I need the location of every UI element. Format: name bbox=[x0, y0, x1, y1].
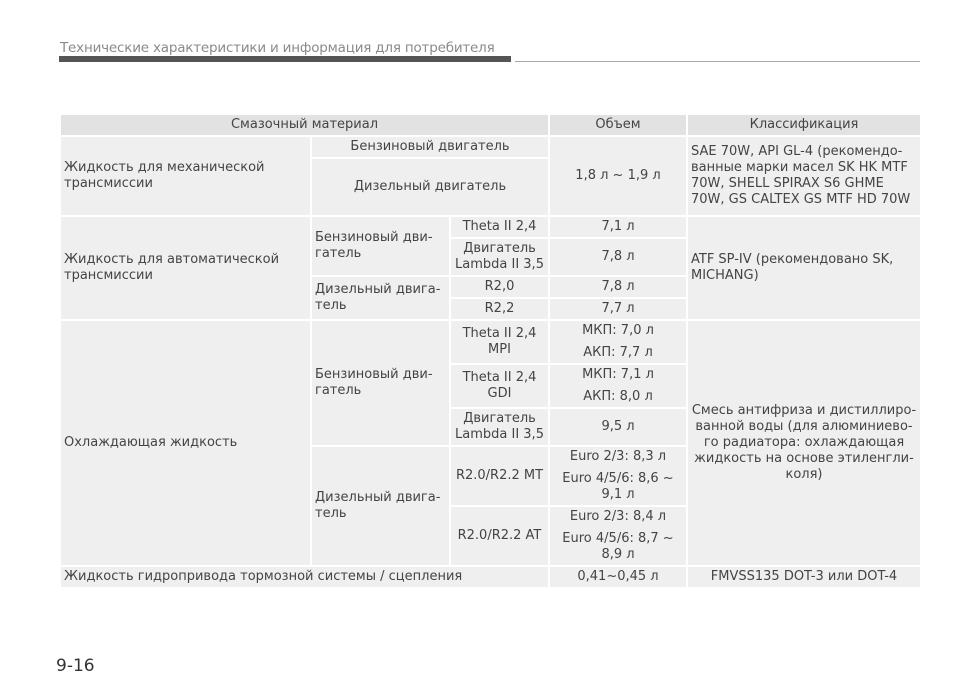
coolant-volume bbox=[549, 364, 687, 408]
coolant-engine: R2.0/R2.2 MT bbox=[450, 446, 549, 506]
brake-fluid-volume: 0,41~0,45 л bbox=[549, 566, 687, 588]
coolant-volume-line: АКП: 8,0 л bbox=[583, 389, 653, 404]
coolant-volume-line: Euro 2/3: 8,4 л bbox=[569, 509, 667, 524]
auto-trans-diesel: Дизельный двига-тель bbox=[311, 276, 450, 320]
header-classification: Классификация bbox=[687, 114, 921, 136]
manual-trans-classification: SAE 70W, API GL-4 (рекомендо-ванные марки масел SK HK MTF 70W, SHELL SPIRAX S6 GHME 70W, GS CALTEX GS MTF HD 70W bbox=[687, 136, 921, 216]
coolant-volume-line: Euro 4/5/6: 8,7 ~ 8,9 л bbox=[562, 531, 674, 562]
brake-fluid-name: Жидкость гидропривода тормозной системы / сцепления bbox=[60, 566, 549, 588]
coolant-volume bbox=[549, 446, 687, 506]
table-row bbox=[60, 320, 921, 364]
coolant-volume bbox=[549, 506, 687, 566]
coolant-volume-line: Euro 2/3: 8,3 л bbox=[569, 449, 667, 464]
lubricants-table bbox=[59, 113, 922, 589]
coolant-volume: 9,5 л bbox=[549, 408, 687, 446]
auto-trans-classification: ATF SP-IV (рекомендовано SK, MICHANG) bbox=[687, 216, 921, 320]
auto-trans-engine: R2,2 bbox=[450, 298, 549, 320]
header-divider-line bbox=[515, 61, 920, 62]
auto-trans-name: Жидкость для автоматической трансмиссии bbox=[60, 216, 311, 320]
manual-trans-name: Жидкость для механической трансмиссии bbox=[60, 136, 311, 216]
auto-trans-engine: R2,0 bbox=[450, 276, 549, 298]
auto-trans-volume: 7,8 л bbox=[549, 238, 687, 276]
coolant-engine: Theta II 2,4 MPI bbox=[450, 320, 549, 364]
coolant-volume-line: Euro 4/5/6: 8,6 ~ 9,1 л bbox=[562, 471, 674, 502]
auto-trans-engine: Theta II 2,4 bbox=[450, 216, 549, 238]
coolant-volume-line: АКП: 7,7 л bbox=[583, 345, 653, 360]
manual-trans-diesel: Дизельный двигатель bbox=[311, 158, 549, 216]
page-number: 9-16 bbox=[56, 656, 95, 676]
auto-trans-volume: 7,1 л bbox=[549, 216, 687, 238]
manual-trans-volume: 1,8 л ~ 1,9 л bbox=[549, 136, 687, 216]
auto-trans-volume: 7,8 л bbox=[549, 276, 687, 298]
auto-trans-engine: Двигатель Lambda II 3,5 bbox=[450, 238, 549, 276]
manual-trans-petrol: Бензиновый двигатель bbox=[311, 136, 549, 158]
header-divider-bar bbox=[59, 56, 511, 62]
coolant-volume-line: МКП: 7,1 л bbox=[582, 367, 654, 382]
table-row bbox=[60, 136, 921, 158]
section-title: Технические характеристики и информация для потребителя bbox=[60, 40, 495, 56]
coolant-engine: Двигатель Lambda II 3,5 bbox=[450, 408, 549, 446]
coolant-volume bbox=[549, 320, 687, 364]
coolant-engine: Theta II 2,4 GDI bbox=[450, 364, 549, 408]
table-row bbox=[60, 216, 921, 238]
auto-trans-volume: 7,7 л bbox=[549, 298, 687, 320]
brake-fluid-classification: FMVSS135 DOT-3 или DOT-4 bbox=[687, 566, 921, 588]
coolant-volume-line: МКП: 7,0 л bbox=[582, 323, 654, 338]
coolant-petrol: Бензиновый дви-гатель bbox=[311, 320, 450, 446]
auto-trans-petrol: Бензиновый дви-гатель bbox=[311, 216, 450, 276]
table-header-row bbox=[60, 114, 921, 136]
coolant-engine: R2.0/R2.2 AT bbox=[450, 506, 549, 566]
header-lubricant: Смазочный материал bbox=[60, 114, 549, 136]
coolant-name: Охлаждающая жидкость bbox=[60, 320, 311, 566]
table-row bbox=[60, 566, 921, 588]
coolant-diesel: Дизельный двига-тель bbox=[311, 446, 450, 566]
header-volume: Объем bbox=[549, 114, 687, 136]
coolant-classification: Смесь антифриза и дистиллиро-ванной воды (для алюминиево-го радиатора: охлаждающая жидкость на основе этиленгли-коля) bbox=[687, 320, 921, 566]
